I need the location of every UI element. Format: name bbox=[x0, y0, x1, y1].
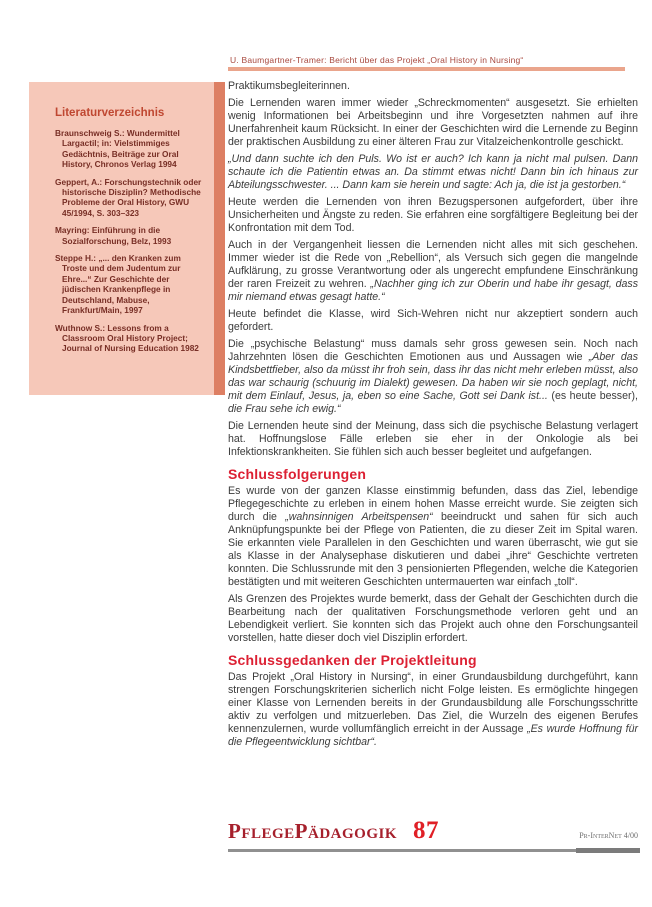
body-text: Es wurde von der ganzen Klasse einstimmig befunden, dass das Ziel, lebendige Pflegegeschichte zu erleben in einem hohen Masse erreicht wurde. Sie zeigten sich durch die bbox=[228, 485, 638, 523]
header-rule bbox=[228, 67, 625, 71]
bibliography-sidebar bbox=[29, 82, 225, 395]
paragraph bbox=[228, 671, 638, 749]
body-text: beeindruckt und sahen für sich auch Anknüpfungspunkte bei der Pflege von Patienten, die zu dieser Zeit im Spital waren. Sie erkannten viele Parallelen in den Geschichten und waren überrascht, wie gut sie als Klasse in der Analysephase diskutieren und dabei „ihre“ Geschichte vertreten konnten. Die Schlussrunde mit den 3 pensionierten Pflegenden, welche die Kategorien bestätigten und mit weiteren Geschichten untermauerten war einfach „toll“. bbox=[228, 511, 638, 588]
paragraph bbox=[228, 97, 638, 149]
body-text: Die Lernenden heute sind der Meinung, dass sich die psychische Belastung verlagert hat. Hoffnungslose Fälle erleben sie eher in der Onkologie als bei Infektionskrankheiten. Sie fühlen sich auch besser begleitet und aufgefangen. bbox=[228, 420, 638, 458]
body-text: Praktikumsbegleiterinnen. bbox=[228, 80, 350, 92]
paragraph bbox=[228, 338, 638, 416]
body-text: Heute werden die Lernenden von ihren Bezugspersonen aufgefordert, über ihre Unsicherheiten und Ängste zu reden. Sie erfahren eine sorgfältigere Begleitung bei der Konfrontation mit dem Tod. bbox=[228, 196, 638, 234]
body-text: Die „psychische Belastung“ muss damals sehr gross gewesen sein. Noch nach Jahrzehnten lösen die Geschichten Emotionen aus und Aussagen wie bbox=[228, 338, 638, 363]
footer-issue-label: Pr-InterNet 4/00 bbox=[579, 831, 638, 840]
quote-text: „Und dann suchte ich den Puls. Wo ist er auch? Ich kann ja nicht mal pulsen. Dann schaute ich die Patientin etwas an. Da stimmt etwas nicht! Dann bin ich hinaus zur Abteilungsschwester. ... Dann kam sie herein und sagte: Ach ja, die ist ja gestorben.“ bbox=[228, 153, 638, 191]
quote-text: die Frau sehe ich ewig.“ bbox=[228, 403, 341, 415]
page-number: 87 bbox=[413, 817, 440, 844]
journal-name: PflegePädagogik bbox=[228, 819, 398, 843]
paragraph bbox=[228, 153, 638, 192]
bibliography-entry: Steppe H.: „... den Kranken zum Troste und dem Judentum zur Ehre...“ Zur Geschichte der jüdischen Krankenpflege in Deutschland, Mabuse, Frankfurt/Main, 1997 bbox=[55, 253, 181, 316]
paragraph bbox=[228, 593, 638, 645]
quote-text: „Aber das Kindsbettfieber, also da müsst ihr froh sein, dass ihr das nicht mehr erleben müsst, also das war schaurig (schuurig im Dialekt) gewesen. Da haben wir sie noch geplagt, nicht, mit dem Einlauf, Jesus, ja, eben so eine Sache, Gott sei Dank ist... bbox=[228, 351, 638, 402]
section-heading: Schlussfolgerungen bbox=[228, 466, 367, 482]
paragraph bbox=[228, 485, 638, 589]
bibliography-entry: Braunschweig S.: Wundermittel Largactil; in: Vielstimmiges Gedächtnis, Beiträge zur Oral History, Chronos Verlag 1994 bbox=[55, 128, 180, 170]
bibliography-entry: Geppert, A.: Forschungstechnik oder historische Disziplin? Methodische Probleme der Oral History, GWU 45/1994, S. 303–323 bbox=[55, 176, 202, 218]
quote-text: „wahnsinnigen Arbeitspensen“ bbox=[285, 511, 433, 523]
quote-text: „Nachher ging ich zur Oberin und habe ihr gesagt, dass mir niemand etwas gesagt hatte.“ bbox=[228, 278, 638, 303]
section-heading: Schlussgedanken der Projektleitung bbox=[228, 652, 477, 668]
paragraph bbox=[228, 196, 638, 235]
body-text: Heute befindet die Klasse, wird Sich-Wehren nicht nur akzeptiert sondern auch gefordert. bbox=[228, 308, 638, 333]
body-text: Auch in der Vergangenheit liessen die Lernenden nicht alles mit sich geschehen. Immer wieder ist die Rede von „Rebellion“, als Versuch sich gegen die mangelnde Aufklärung, zu grosse Verantwortung oder als ungerecht empfundene Einschränkung der raren Freizeit zu wehren. bbox=[228, 239, 638, 290]
bibliography-entry: Mayring: Einführung in die Sozialforschung, Belz, 1993 bbox=[55, 225, 172, 246]
bibliography-list bbox=[55, 128, 204, 354]
body-text: Das Projekt „Oral History in Nursing“, in einer Grundausbildung durchgeführt, kann strengen Forschungskriterien sicherlich nicht Folge leisten. Es ermöglichte hingegen einer Klasse von Lernenden bereits in der Grundausbildung alle Forschungsschritte aktiv zu verfolgen und mitzuerleben. Das Ziel, die Wurzeln des eigenen Berufes kennenzulernen, wurde vollumfänglich erreicht in der Aussage bbox=[228, 671, 638, 735]
paragraph bbox=[228, 80, 638, 93]
article-body bbox=[228, 80, 638, 753]
bibliography-entry: Wuthnow S.: Lessons from a Classroom Oral History Project; Journal of Nursing Education 1982 bbox=[55, 322, 199, 354]
bibliography-title: Literaturverzeichnis bbox=[55, 107, 165, 119]
body-text: (es heute besser), bbox=[547, 390, 638, 402]
body-text: Als Grenzen des Projektes wurde bemerkt, dass der Gehalt der Geschichten durch die Bearbeitung nach der qualitativen Forschungsmethode verloren geht und an Lebendigkeit verliert. Sie konnten sich das Projekt auch ohne den Forschungsanteil vorstellen, hatte dieser doch viel Disziplin erfordert. bbox=[228, 593, 638, 644]
paragraph bbox=[228, 239, 638, 304]
running-header: U. Baumgartner-Tramer: Bericht über das Projekt „Oral History in Nursing“ bbox=[230, 55, 524, 65]
paragraph bbox=[228, 420, 638, 459]
quote-text: „Es wurde Hoffnung für die Pflegeentwicklung sichtbar“. bbox=[228, 723, 638, 748]
body-text: Die Lernenden waren immer wieder „Schreckmomenten“ ausgesetzt. Sie erhielten wenig Informationen bei Arbeitsbeginn und ihre Vorgesetzten nahmen auf ihre Unerfahrenheit kaum Rücksicht. In einer der Geschichten wird die Lernende zu Beginn der praktischen Ausbildung zu einer älteren Frau zur Vitalzeichenkontrolle geschickt. bbox=[228, 97, 638, 148]
footer-rule bbox=[228, 849, 640, 852]
paragraph bbox=[228, 308, 638, 334]
